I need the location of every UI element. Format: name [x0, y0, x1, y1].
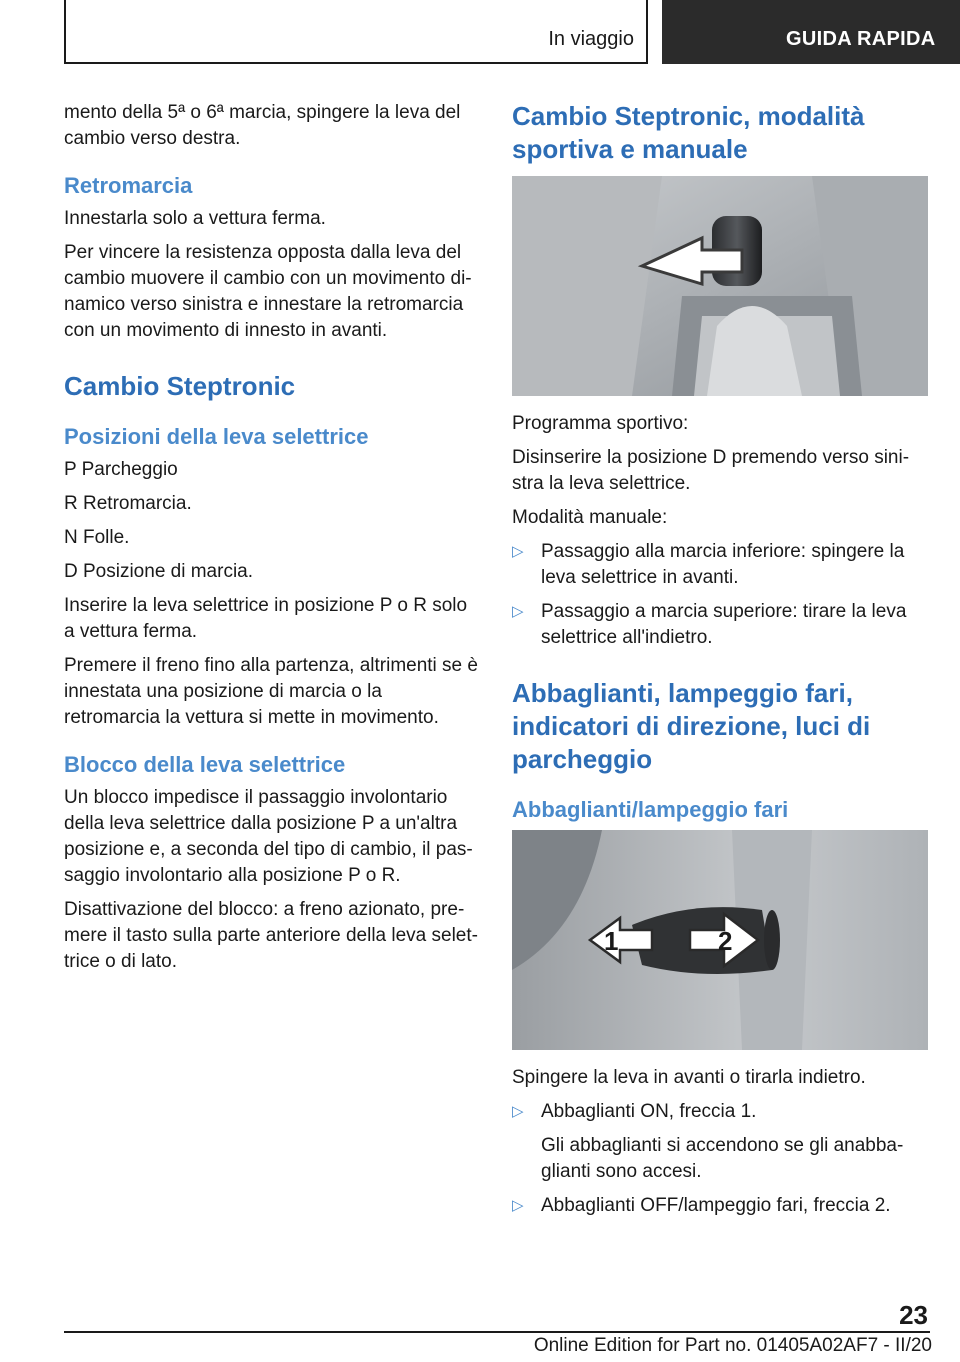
- high-beam-bullet-off-text: Abbaglianti OFF/lampeggio fari, freccia 2.: [541, 1195, 891, 1216]
- lock-paragraph-2: Disattivazione del blocco: a freno azionato, premere il tasto sulla parte anteriore della leva selettrice o di lato.: [64, 899, 478, 972]
- left-column: [64, 100, 480, 983]
- page-number: 23: [899, 1300, 928, 1330]
- sport-paragraph-3: Modalità manuale:: [512, 507, 668, 528]
- selector-lock-heading: Blocco della leva selettrice: [64, 752, 346, 777]
- steptronic-heading: Cambio Steptronic: [64, 371, 296, 401]
- position-d: D Posizione di marcia.: [64, 561, 254, 582]
- positions-paragraph-3: Premere il freno fino alla partenza, altrimenti se è innestata una posizione di marcia o la retromarcia la vettura si mette in movimento.: [64, 655, 478, 728]
- gear-lever-illustration: [512, 176, 928, 396]
- arrow-2-label: 2: [718, 926, 733, 956]
- selector-positions-heading: Posizioni della leva selettrice: [64, 424, 369, 449]
- high-beam-heading: Abbaglianti/lampeggio fari: [512, 797, 789, 822]
- intro-paragraph: mento della 5ª o 6ª marcia, spingere la leva del cambio verso destra.: [64, 102, 461, 149]
- reverse-paragraph-1: Innestarla solo a vettura ferma.: [64, 208, 326, 229]
- footer-divider: [64, 1331, 930, 1333]
- sport-paragraph-2: Disinserire la posizione D premendo verso sinistra la leva selettrice.: [512, 447, 910, 494]
- manual-bullet-downshift-text: Passaggio alla marcia inferiore: spingere la leva selettrice in avanti.: [541, 541, 905, 588]
- sport-paragraph-1: Programma sportivo:: [512, 413, 689, 434]
- right-column: [512, 100, 930, 1227]
- reverse-heading: Retromarcia: [64, 173, 193, 198]
- bullet-triangle-icon: ▷: [512, 543, 524, 560]
- manual-bullet-upshift: [512, 599, 930, 651]
- bullet-triangle-icon: ▷: [512, 603, 524, 620]
- high-beam-bullet-on-text: Abbaglianti ON, freccia 1.: [541, 1101, 757, 1122]
- header-section-label: In viaggio: [548, 28, 634, 50]
- lock-paragraph-1: Un blocco impedisce il passaggio involontario della leva selettrice dalla posizione P a un'altra posizione e, a seconda del tipo di cambio, il passaggio involontario alla posizione P o R.: [64, 787, 473, 886]
- header-chapter-tab: [662, 0, 960, 64]
- high-beam-stalk-illustration: [512, 830, 928, 1050]
- high-beam-bullet-off: [512, 1193, 930, 1219]
- high-beam-paragraph: Spingere la leva in avanti o tirarla indietro.: [512, 1067, 866, 1088]
- bullet-triangle-icon: ▷: [512, 1103, 524, 1120]
- reverse-paragraph-2: Per vincere la resistenza opposta dalla leva del cambio muovere il cambio con un movimento dinamico verso sinistra e innestare la retromarcia con un movimento di innesto in avanti.: [64, 242, 472, 341]
- header-section-box: [64, 0, 648, 64]
- manual-bullet-downshift: [512, 539, 930, 591]
- positions-paragraph-2: Inserire la leva selettrice in posizione P o R solo a vettura ferma.: [64, 595, 468, 642]
- header-chapter-label: GUIDA RAPIDA: [786, 28, 936, 50]
- lights-heading: Abbaglianti, lampeggio fari, indicatori di direzione, luci di parcheggio: [512, 678, 871, 774]
- manual-bullet-upshift-text: Passaggio a marcia superiore: tirare la leva selettrice all'indietro.: [541, 601, 907, 648]
- position-r: R Retromarcia.: [64, 493, 192, 514]
- high-beam-bullet-on-note: Gli abbaglianti si accendono se gli anabbaglianti sono accesi.: [541, 1135, 904, 1182]
- bullet-triangle-icon: ▷: [512, 1197, 524, 1214]
- arrow-1-label: 1: [604, 926, 619, 956]
- position-p: P Parcheggio: [64, 459, 178, 480]
- sport-manual-heading: Cambio Steptronic, modalità sportiva e manuale: [512, 101, 865, 164]
- position-n: N Folle.: [64, 527, 130, 548]
- footer-edition: Online Edition for Part no. 01405A02AF7 - II/20: [533, 1335, 932, 1356]
- high-beam-bullet-on: [512, 1099, 930, 1125]
